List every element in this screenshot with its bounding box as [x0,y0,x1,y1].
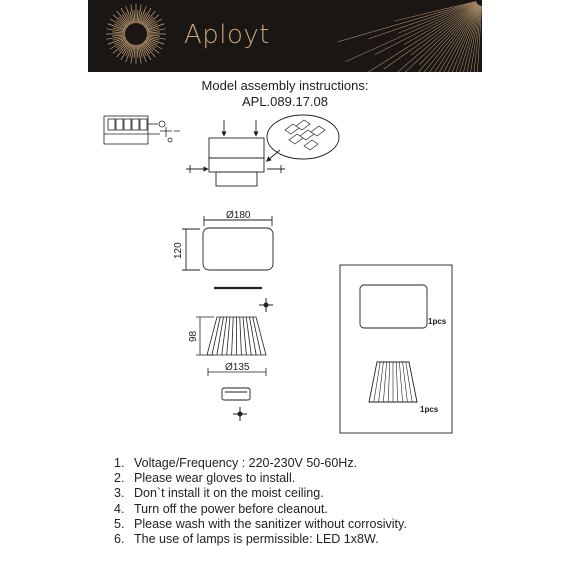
shade-pleats [374,362,412,402]
instruction-item: 5. Please wash with the sanitizer without corrosivity. [114,516,407,531]
diffuser-height-label: 120 [173,242,184,259]
instruction-item: 4. Turn off the power before cleanout. [114,501,328,516]
shade-width-label: Ø135 [225,362,250,373]
brand-name: Aployt [184,20,271,50]
instruction-item: 1. Voltage/Frequency : 220-230V 50-60Hz. [114,456,358,470]
screw-icon [259,298,273,312]
ceiling-mount-drawing [186,115,339,186]
instructions-list [114,456,407,547]
model-number: APL.089.17.08 [241,94,329,109]
terminal-block-diagram [104,116,180,144]
diffuser-width-label: Ø180 [226,210,251,221]
instruction-item: 2. Please wear gloves to install. [114,471,296,486]
shade-qty: 1pcs [420,405,439,414]
screw-icon [233,407,247,421]
diffuser-drawing [182,216,273,270]
instruction-item: 6. The use of lamps is permissible: LED 1x8W. [114,532,379,547]
shade-height-label: 98 [188,330,199,342]
doc-title: Model assembly instructions: [201,78,369,93]
base-plate-drawing [222,388,250,400]
diffuser-qty: 1pcs [428,317,447,326]
instruction-item: 3. Don`t install it on the moist ceiling. [114,486,324,501]
